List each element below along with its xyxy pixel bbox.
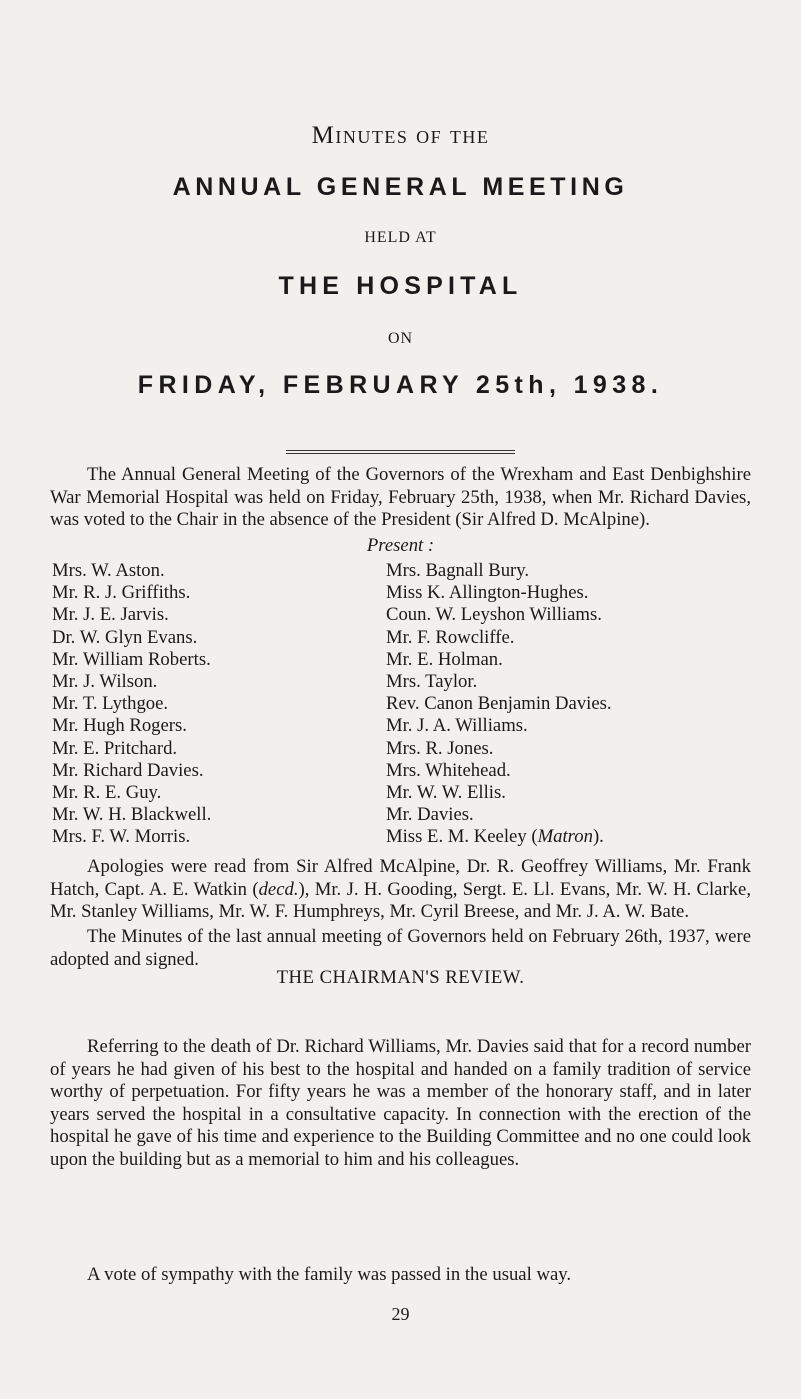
- minutes-title: Minutes of the: [311, 122, 490, 149]
- apologies-decd: decd.: [258, 878, 299, 900]
- attendees-left-column: [52, 560, 211, 849]
- attendee: Rev. Canon Benjamin Davies.: [386, 693, 612, 715]
- attendee: Mr. F. Rowcliffe.: [386, 626, 515, 648]
- intro-paragraph: The Annual General Meeting of the Governors of the Wrexham and East Denbighshire War Memorial Hospital was held on Friday, February 25th, 1938, when Mr. Richard Davies, was voted to the Chair in the absence of the President (Sir Alfred D. McAlpine).: [50, 464, 751, 531]
- apologies-paragraph: [50, 856, 751, 924]
- held-at-text: HELD AT: [364, 229, 437, 246]
- double-rule-top: [286, 450, 515, 451]
- meeting-date-title: FRIDAY, FEBRUARY 25th, 1938.: [137, 371, 664, 399]
- attendee: Mrs. Bagnall Bury.: [386, 560, 530, 581]
- attendee: Mr. J. E. Jarvis.: [52, 604, 169, 626]
- apologies-text-start: Apologies were read from Sir Alfred McAlpine, Dr. R. Geoffrey Williams, Mr. Frank Hatch, Capt. A. E. Watkin (: [50, 856, 751, 900]
- attendee: Mrs. W. Aston.: [52, 560, 165, 581]
- on-text: ON: [387, 330, 414, 347]
- attendee: Mrs. F. W. Morris.: [52, 826, 191, 848]
- venue-title: THE HOSPITAL: [278, 272, 523, 300]
- attendee: Mr. Richard Davies.: [52, 759, 204, 781]
- attendee: Mr. J. Wilson.: [52, 671, 158, 693]
- attendee: Coun. W. Leyshon Williams.: [386, 604, 602, 626]
- attendee: Mr. W. W. Ellis.: [386, 782, 506, 804]
- attendee: Mr. William Roberts.: [52, 648, 211, 670]
- attendee: Mr. E. Holman.: [386, 648, 503, 670]
- meeting-title: ANNUAL GENERAL MEETING: [172, 173, 629, 201]
- attendee: Mr. Hugh Rogers.: [52, 715, 187, 737]
- role-matron: Matron: [537, 826, 593, 848]
- attendee: Mrs. Taylor.: [386, 671, 478, 693]
- attendees-right-column: [386, 560, 612, 849]
- review-paragraph: Referring to the death of Dr. Richard Williams, Mr. Davies said that for a record number of years he had given of his best to the hospital and handed on a family tradition of service worthy of perpetuation. For fifty years he was a member of the honorary staff, and in later years served the hospital in a consultative capacity. In connection with the erection of the hospital he gave of his time and experience to the Building Committee and no one could look upon the building but as a memorial to him and his colleagues.: [50, 1036, 751, 1170]
- present-label: Present :: [366, 535, 435, 556]
- attendee: Mr. T. Lythgoe.: [52, 693, 169, 715]
- attendee: Mr. Davies.: [386, 804, 474, 826]
- sympathy-paragraph: A vote of sympathy with the family was passed in the usual way.: [87, 1264, 572, 1285]
- attendee-name-end: ).: [592, 826, 604, 848]
- attendee: Mr. E. Pritchard.: [52, 737, 178, 759]
- attendee-name: Miss E. M. Keeley (: [386, 826, 538, 848]
- attendee: Mrs. Whitehead.: [386, 759, 511, 781]
- attendee: Mr. R. J. Griffiths.: [52, 582, 191, 604]
- attendee: Mr. R. E. Guy.: [52, 782, 162, 804]
- attendee: Miss K. Allington-Hughes.: [386, 582, 589, 604]
- double-rule-bottom: [286, 453, 515, 454]
- attendee: Mr. W. H. Blackwell.: [52, 804, 212, 826]
- attendee: Dr. W. Glyn Evans.: [52, 626, 198, 648]
- chairmans-review-heading: THE CHAIRMAN'S REVIEW.: [276, 967, 525, 988]
- minutes-adopted-paragraph: The Minutes of the last annual meeting of Governors held on February 26th, 1937, were adopted and signed.: [50, 926, 751, 970]
- page-number: 29: [391, 1304, 410, 1324]
- attendee: Mr. J. A. Williams.: [386, 715, 528, 737]
- attendee-matron: [386, 826, 612, 848]
- apologies-text-end: ), Mr. J. H. Gooding, Sergt. E. Ll. Evans, Mr. W. H. Clarke, Mr. Stanley Williams, Mr. W. F. Humphreys, Mr. Cyril Breese, and Mr. J. A. W. Bate.: [50, 878, 751, 923]
- attendee: Mrs. R. Jones.: [386, 737, 494, 759]
